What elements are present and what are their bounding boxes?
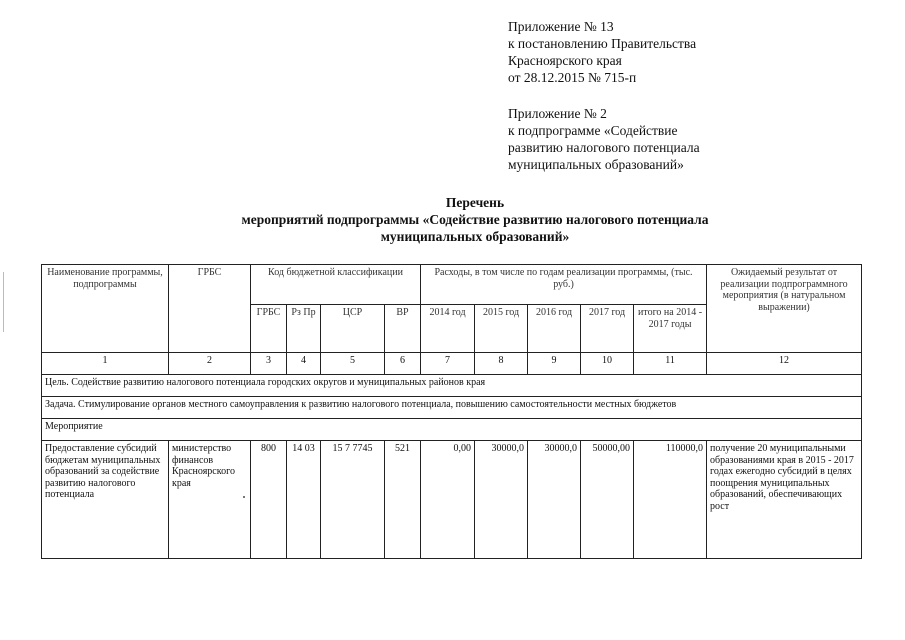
measures-table <box>41 264 862 559</box>
subheader-2016: 2016 год <box>528 305 581 353</box>
row-2015: 30000,0 <box>475 441 528 559</box>
annex-2-line-4: муниципальных образований» <box>508 157 684 172</box>
header-budget-code: Код бюджетной классификации <box>251 265 421 305</box>
title-line-3: муниципальных образований» <box>380 229 570 244</box>
row-rzpr: 14 03 <box>287 441 321 559</box>
task-row: Задача. Стимулирование органов местного самоуправления к развитию налогового потенциала, повышению самостоятельности местных бюджетов <box>42 397 862 419</box>
row-name: Предоставление субсидий бюджетам муниципальных образований за содействие развитию налогового потенциала <box>42 441 169 559</box>
column-number: 12 <box>707 353 862 375</box>
title-line-2: мероприятий подпрограммы «Содействие развитию налогового потенциала <box>241 212 709 227</box>
row-grbs-name: министерство финансов Красноярского края <box>169 441 251 559</box>
subheader-2014: 2014 год <box>421 305 475 353</box>
document-title <box>150 194 800 245</box>
scan-edge-mark <box>3 272 4 332</box>
header-name: Наименование программы, подпрограммы <box>42 265 169 353</box>
row-2014: 0,00 <box>421 441 475 559</box>
row-grbs-code: 800 <box>251 441 287 559</box>
annex-2-line-2: к подпрограмме «Содействие <box>508 123 678 138</box>
annex-13-block <box>508 18 696 86</box>
subheader-vr: ВР <box>385 305 421 353</box>
annex-13-line-4: от 28.12.2015 № 715-п <box>508 70 637 85</box>
subheader-csr: ЦСР <box>321 305 385 353</box>
annex-13-line-3: Красноярского края <box>508 53 622 68</box>
goal-row: Цель. Содействие развитию налогового потенциала городских округов и муниципальных районов края <box>42 375 862 397</box>
column-number: 3 <box>251 353 287 375</box>
row-2016: 30000,0 <box>528 441 581 559</box>
annex-13-line-1: Приложение № 13 <box>508 19 614 34</box>
row-vr: 521 <box>385 441 421 559</box>
column-number: 10 <box>581 353 634 375</box>
measure-row: Мероприятие <box>42 419 862 441</box>
column-numbers-row <box>42 353 862 375</box>
column-number: 1 <box>42 353 169 375</box>
table-row <box>42 441 862 559</box>
row-total: 110000,0 <box>634 441 707 559</box>
header-grbs: ГРБС <box>169 265 251 353</box>
header-expenses: Расходы, в том числе по годам реализации программы, (тыс. руб.) <box>421 265 707 305</box>
scan-dot <box>243 496 245 498</box>
column-number: 2 <box>169 353 251 375</box>
subheader-total: итого на 2014 - 2017 годы <box>634 305 707 353</box>
column-number: 5 <box>321 353 385 375</box>
header-result: Ожидаемый результат от реализации подпрограммного мероприятия (в натуральном выражении) <box>707 265 862 353</box>
column-number: 11 <box>634 353 707 375</box>
subheader-2017: 2017 год <box>581 305 634 353</box>
subheader-2015: 2015 год <box>475 305 528 353</box>
row-result: получение 20 муниципальными образованиями края в 2015 - 2017 годах ежегодно субсидий в целях поощрения муниципальных образований, обеспечивающих рост <box>707 441 862 559</box>
annex-2-line-1: Приложение № 2 <box>508 106 607 121</box>
row-csr: 15 7 7745 <box>321 441 385 559</box>
column-number: 8 <box>475 353 528 375</box>
column-number: 6 <box>385 353 421 375</box>
subheader-rzpr: Рз Пр <box>287 305 321 353</box>
column-number: 7 <box>421 353 475 375</box>
subheader-grbs: ГРБС <box>251 305 287 353</box>
annex-2-line-3: развитию налогового потенциала <box>508 140 700 155</box>
row-2017: 50000,00 <box>581 441 634 559</box>
column-number: 4 <box>287 353 321 375</box>
annex-13-line-2: к постановлению Правительства <box>508 36 697 51</box>
title-line-1: Перечень <box>445 195 505 210</box>
annex-2-block <box>508 105 700 173</box>
column-number: 9 <box>528 353 581 375</box>
